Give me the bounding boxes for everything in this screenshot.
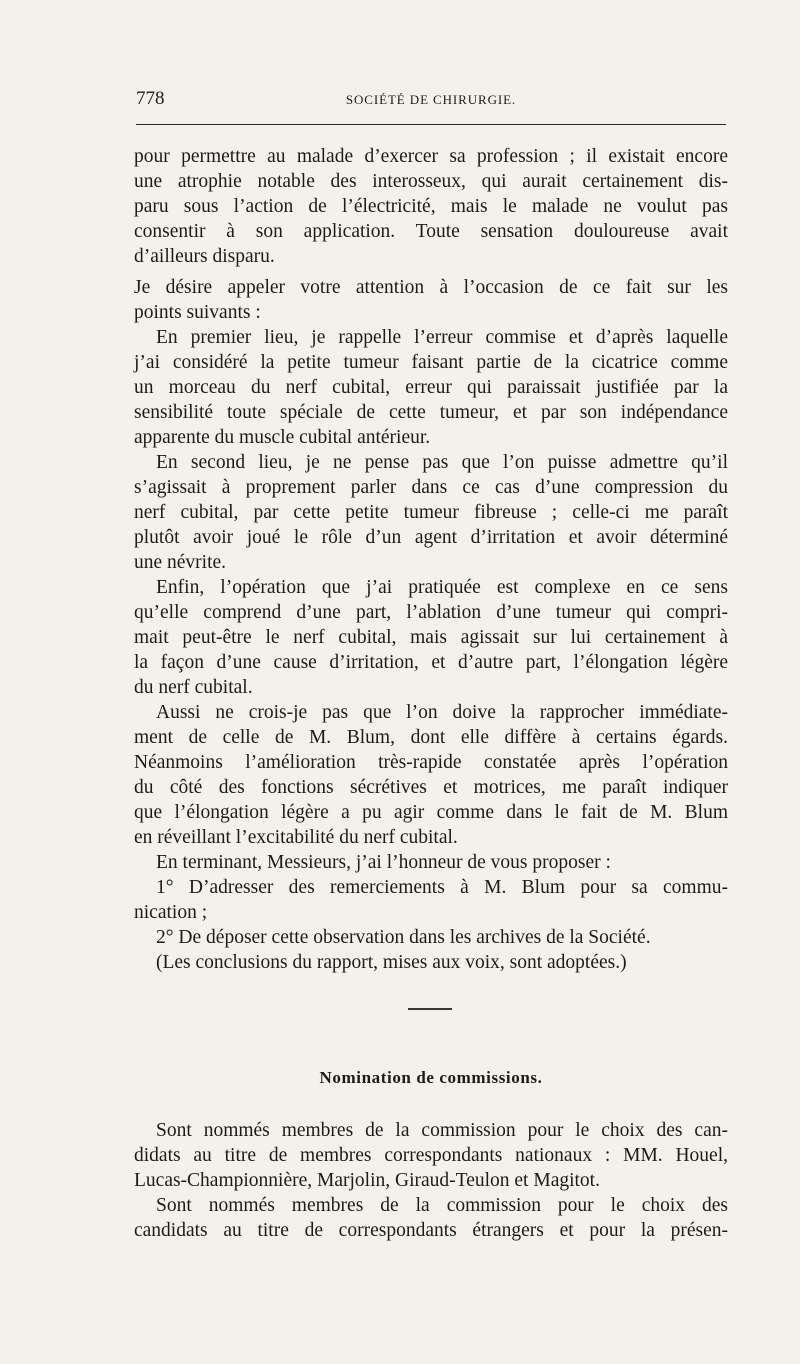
text-line: nerf cubital, par cette petite tumeur fibreuse ; celle-ci me paraît xyxy=(134,502,728,523)
report-body xyxy=(134,144,728,975)
text-line: qu’elle comprend d’une part, l’ablation d’une tumeur qui compri- xyxy=(134,602,728,623)
text-line: apparente du muscle cubital antérieur. xyxy=(134,427,431,448)
text-line: un morceau du nerf cubital, erreur qui paraissait justifiée par la xyxy=(134,377,728,398)
running-head: SOCIÉTÉ DE CHIRURGIE. xyxy=(345,92,517,107)
section-separator xyxy=(408,1008,452,1010)
text-line: plutôt avoir joué le rôle d’un agent d’irritation et avoir déterminé xyxy=(134,527,728,548)
text-line: la façon d’une cause d’irritation, et d’autre part, l’élongation légère xyxy=(134,652,728,673)
text-line: Sont nommés membres de la commission pour le choix des can- xyxy=(156,1120,728,1141)
text-line: que l’élongation légère a pu agir comme dans le fait de M. Blum xyxy=(134,802,728,823)
text-line: En terminant, Messieurs, j’ai l’honneur de vous proposer : xyxy=(156,852,611,873)
text-line: en réveillant l’excitabilité du nerf cubital. xyxy=(134,827,458,848)
text-line: Sont nommés membres de la commission pour le choix des xyxy=(156,1195,728,1216)
text-line: mait peut-être le nerf cubital, mais agissait sur lui certainement à xyxy=(134,627,728,648)
text-line: nication ; xyxy=(134,902,208,923)
text-line: du nerf cubital. xyxy=(134,677,253,698)
text-line: 2° De déposer cette observation dans les archives de la Société. xyxy=(156,927,651,948)
text-line: paru sous l’action de l’électricité, mais le malade ne voulut pas xyxy=(134,196,728,217)
text-line: didats au titre de membres correspondants nationaux : MM. Houel, xyxy=(134,1145,728,1166)
text-line: 1° D’adresser des remerciements à M. Blum pour sa commu- xyxy=(156,877,728,898)
text-line: pour permettre au malade d’exercer sa profession ; il existait encore xyxy=(134,146,728,167)
text-line: j’ai considéré la petite tumeur faisant partie de la cicatrice comme xyxy=(134,352,728,373)
text-line: consentir à son application. Toute sensation douloureuse avait xyxy=(134,221,728,242)
text-line: du côté des fonctions sécrétives et motrices, me paraît indiquer xyxy=(134,777,728,798)
text-line: Aussi ne crois-je pas que l’on doive la rapprocher immédiate- xyxy=(156,702,728,723)
text-line: En second lieu, je ne pense pas que l’on puisse admettre qu’il xyxy=(156,452,728,473)
header-rule xyxy=(136,124,726,125)
section-body xyxy=(134,1118,728,1243)
text-line: s’agissait à proprement parler dans ce cas d’une compression du xyxy=(134,477,728,498)
text-line: candidats au titre de correspondants étrangers et pour la présen- xyxy=(134,1220,728,1241)
text-line: Lucas-Championnière, Marjolin, Giraud-Teulon et Magitot. xyxy=(134,1170,600,1191)
text-line: Je désire appeler votre attention à l’occasion de ce fait sur les xyxy=(134,277,728,298)
text-line: En premier lieu, je rappelle l’erreur commise et d’après laquelle xyxy=(156,327,728,348)
page-header xyxy=(136,88,726,118)
text-line: d’ailleurs disparu. xyxy=(134,246,275,267)
text-line: Enfin, l’opération que j’ai pratiquée est complexe en ce sens xyxy=(156,577,728,598)
text-line: une névrite. xyxy=(134,552,227,573)
text-line: sensibilité toute spéciale de cette tumeur, et par son indépendance xyxy=(134,402,728,423)
section-title: Nomination de commissions. xyxy=(319,1068,543,1087)
text-line: Néanmoins l’amélioration très-rapide constatée après l’opération xyxy=(134,752,728,773)
text-line: (Les conclusions du rapport, mises aux voix, sont adoptées.) xyxy=(156,952,627,973)
page-number: 778 xyxy=(136,88,165,109)
text-line: ment de celle de M. Blum, dont elle diffère à certains égards. xyxy=(134,727,728,748)
text-line: une atrophie notable des interosseux, qui aurait certainement dis- xyxy=(134,171,728,192)
text-line: points suivants : xyxy=(134,302,261,323)
